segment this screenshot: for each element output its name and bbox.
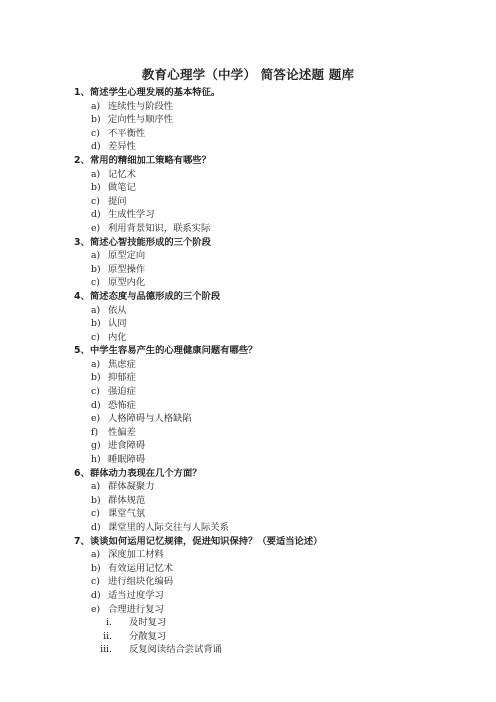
question-heading xyxy=(74,154,474,168)
answer-item xyxy=(74,168,474,182)
question-number: 4、 xyxy=(74,290,90,302)
answer-label: a) xyxy=(91,168,101,180)
answer-label: b) xyxy=(91,562,101,574)
answer-item xyxy=(74,331,474,345)
question-text: 谈谈如何运用记忆规律，促进知识保持？（要适当论述） xyxy=(90,535,323,547)
question-heading xyxy=(74,290,474,304)
answer-item xyxy=(74,113,474,127)
answer-text: 原型定向 xyxy=(108,250,146,262)
question-number: 7、 xyxy=(74,535,90,547)
answer-item xyxy=(74,276,474,290)
answer-text: 课堂气氛 xyxy=(108,508,146,520)
sub-answer-item xyxy=(74,630,474,644)
answer-label: b) xyxy=(91,494,101,506)
answer-text: 生成性学习 xyxy=(108,209,155,221)
answer-label: a) xyxy=(91,549,101,561)
answer-text: 差异性 xyxy=(108,141,136,153)
sub-answer-text: 及时复习 xyxy=(129,617,167,629)
answer-item xyxy=(74,208,474,222)
answer-text: 强迫症 xyxy=(108,386,136,398)
answer-text: 连续性与阶段性 xyxy=(108,100,174,112)
question-text: 群体动力表现在几个方面？ xyxy=(90,467,202,479)
answer-label: g) xyxy=(91,440,101,452)
answer-label: a) xyxy=(91,100,101,112)
answer-item xyxy=(74,140,474,154)
question-heading xyxy=(74,467,474,481)
answer-label: a) xyxy=(91,481,101,493)
answer-text: 群体凝聚力 xyxy=(108,481,155,493)
answer-label: e) xyxy=(91,603,101,615)
question-heading xyxy=(74,236,474,250)
document-title: 教育心理学（中学） 简答论述题 题库 xyxy=(141,67,355,82)
answer-item xyxy=(74,412,474,426)
answer-text: 抑郁症 xyxy=(108,372,136,384)
answer-label: c) xyxy=(91,576,100,588)
sub-answer-text: 反复阅读结合尝试背诵 xyxy=(129,644,222,656)
answer-item xyxy=(74,548,474,562)
answer-text: 依从 xyxy=(108,304,127,316)
question-heading xyxy=(74,86,474,100)
question-number: 3、 xyxy=(74,236,90,248)
answer-text: 有效运用记忆术 xyxy=(108,562,174,574)
answer-text: 适当过度学习 xyxy=(108,589,164,601)
sub-answer-item xyxy=(74,643,474,657)
answer-text: 恐怖症 xyxy=(108,399,136,411)
question-text: 简述心智技能形成的三个阶段 xyxy=(90,236,211,248)
answer-text: 利用背景知识，联系实际 xyxy=(108,222,211,234)
answer-label: c) xyxy=(91,508,100,520)
answer-item xyxy=(74,507,474,521)
answer-text: 进行组块化编码 xyxy=(108,576,174,588)
answer-item xyxy=(74,562,474,576)
answer-item xyxy=(74,589,474,603)
answer-item xyxy=(74,603,474,617)
question-number: 1、 xyxy=(74,87,90,98)
answer-text: 人格障碍与人格缺陷 xyxy=(108,413,192,425)
sub-answer-label: i. xyxy=(106,617,112,629)
answer-text: 记忆术 xyxy=(108,168,136,180)
answer-text: 提问 xyxy=(108,195,127,207)
answer-label: c) xyxy=(91,127,100,139)
answer-item xyxy=(74,127,474,141)
sub-answer-item xyxy=(74,616,474,630)
answer-label: b) xyxy=(91,182,101,194)
answer-text: 课堂里的人际交往与人际关系 xyxy=(108,522,229,533)
answer-item xyxy=(74,521,474,535)
answer-item xyxy=(74,426,474,440)
answer-text: 定向性与顺序性 xyxy=(108,114,174,126)
answer-label: a) xyxy=(91,304,101,316)
answer-item xyxy=(74,249,474,263)
answer-item xyxy=(74,222,474,236)
answer-item xyxy=(74,439,474,453)
answer-text: 焦虑症 xyxy=(108,358,136,370)
answer-label: c) xyxy=(91,277,100,289)
answer-label: d) xyxy=(91,522,101,533)
question-heading xyxy=(74,535,474,549)
answer-item xyxy=(74,358,474,372)
answer-item xyxy=(74,263,474,277)
question-text: 常用的精细加工策略有哪些？ xyxy=(90,154,211,166)
question-number: 5、 xyxy=(74,345,90,357)
answer-item xyxy=(74,453,474,467)
answer-item xyxy=(74,494,474,508)
question-text: 简述学生心理发展的基本特征。 xyxy=(90,87,221,98)
answer-label: b) xyxy=(91,114,101,126)
sub-answer-text: 分散复习 xyxy=(129,630,167,642)
answer-item xyxy=(74,480,474,494)
answer-item xyxy=(74,317,474,331)
answer-item xyxy=(74,371,474,385)
answer-label: h) xyxy=(91,454,101,466)
answer-text: 内化 xyxy=(108,331,127,343)
answer-label: c) xyxy=(91,331,100,343)
answer-label: f) xyxy=(91,426,99,438)
answer-text: 深度加工材料 xyxy=(108,549,164,561)
sub-answer-label: iii. xyxy=(100,644,112,656)
answer-text: 群体规范 xyxy=(108,494,146,506)
answer-label: d) xyxy=(91,141,101,153)
answer-item xyxy=(74,304,474,318)
answer-label: d) xyxy=(91,209,101,221)
answer-text: 认同 xyxy=(108,318,127,330)
answer-label: b) xyxy=(91,372,101,384)
answer-label: d) xyxy=(91,589,101,601)
question-list xyxy=(74,86,474,657)
answer-item xyxy=(74,385,474,399)
answer-text: 做笔记 xyxy=(108,182,136,194)
question-number: 2、 xyxy=(74,154,90,166)
answer-label: d) xyxy=(91,399,101,411)
answer-text: 不平衡性 xyxy=(108,127,146,139)
answer-label: a) xyxy=(91,358,101,370)
answer-label: a) xyxy=(91,250,101,262)
answer-item xyxy=(74,181,474,195)
answer-item xyxy=(74,195,474,209)
question-heading xyxy=(74,344,474,358)
answer-item xyxy=(74,575,474,589)
answer-label: b) xyxy=(91,263,101,275)
answer-item xyxy=(74,399,474,413)
answer-text: 原型内化 xyxy=(108,277,146,289)
answer-label: c) xyxy=(91,386,100,398)
answer-label: c) xyxy=(91,195,100,207)
sub-answer-label: ii. xyxy=(103,630,112,642)
answer-item xyxy=(74,100,474,114)
question-text: 中学生容易产生的心理健康问题有哪些？ xyxy=(90,345,258,357)
answer-label: b) xyxy=(91,318,101,330)
answer-label: e) xyxy=(91,413,101,425)
question-number: 6、 xyxy=(74,467,90,479)
answer-text: 原型操作 xyxy=(108,263,146,275)
answer-text: 睡眠障碍 xyxy=(108,454,146,466)
answer-text: 进食障碍 xyxy=(108,440,146,452)
answer-text: 性偏差 xyxy=(108,426,136,438)
answer-text: 合理进行复习 xyxy=(108,603,164,615)
question-text: 简述态度与品德形成的三个阶段 xyxy=(90,290,221,302)
answer-label: e) xyxy=(91,222,101,234)
